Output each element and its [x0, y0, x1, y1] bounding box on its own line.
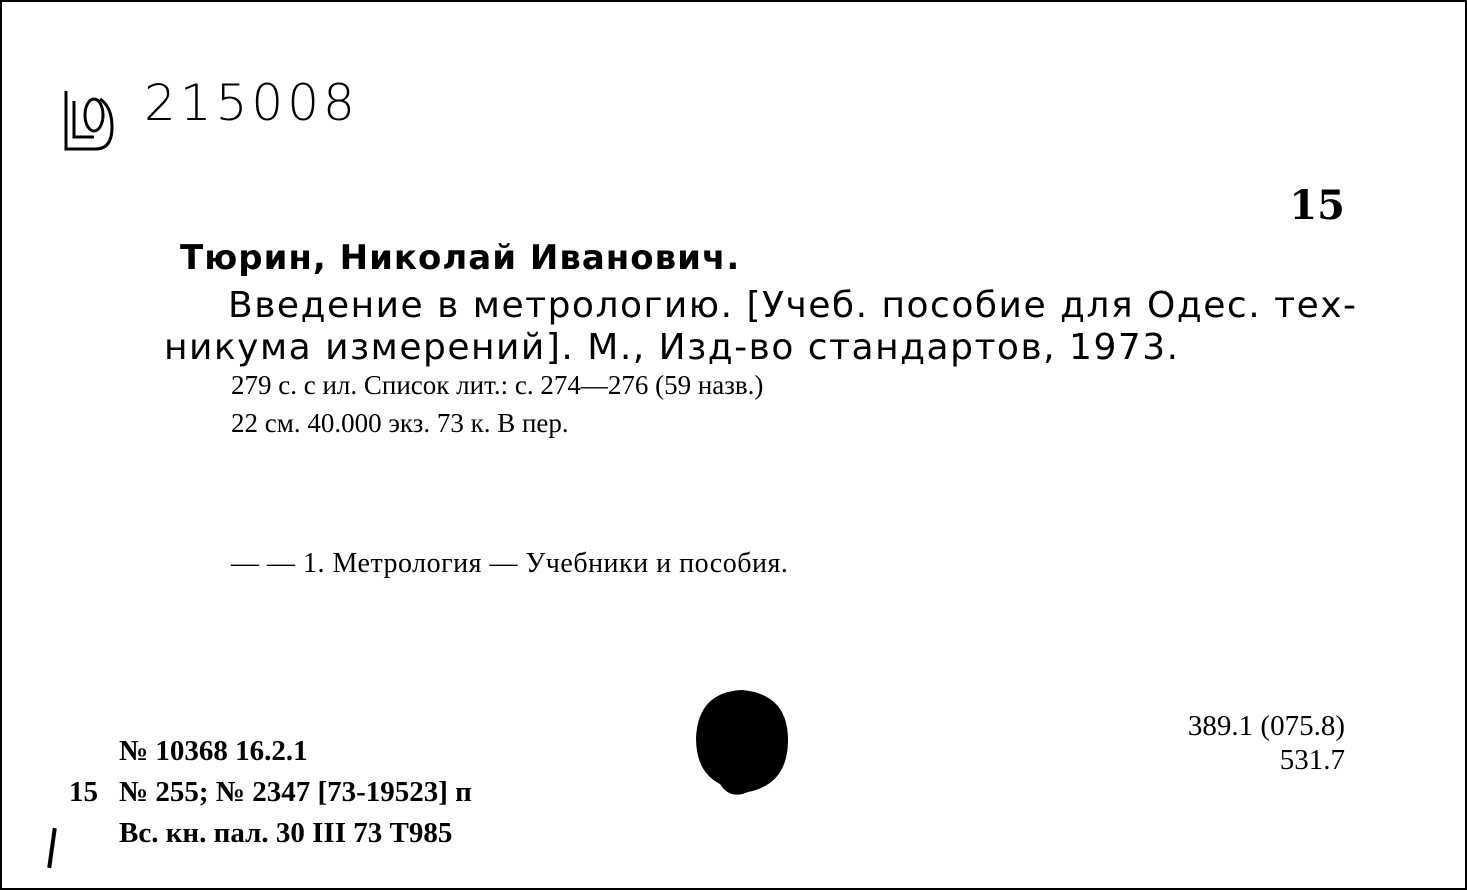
inventory-number: 215008	[144, 74, 359, 132]
title-line-1: Введение в метрологию. [Учеб. пособие для Одес. тех-	[228, 285, 1358, 326]
library-stamp-icon	[60, 87, 115, 153]
title-line-2: никума измерений]. М., Изд-во стандартов, 1973.	[164, 327, 1180, 368]
subject-heading: — — 1. Метрология — Учебники и пособия.	[231, 548, 789, 579]
punch-hole	[692, 688, 792, 800]
registry-line-1: № 10368 16.2.1	[119, 735, 308, 767]
shelf-mark: 15	[1289, 182, 1345, 229]
collation-line-2: 22 см. 40.000 экз. 73 к. В пер.	[231, 408, 569, 438]
registry-line-3: Вс. кн. пал. 30 III 73 Т985	[119, 817, 453, 849]
collation-line-1: 279 с. с ил. Список лит.: с. 274—276 (59 назв.)	[231, 370, 764, 400]
udc-code-1: 389.1 (075.8)	[1187, 710, 1345, 742]
registry-line-2-prefix: 15	[69, 776, 98, 808]
registry-line-2: № 255; № 2347 [73-19523] п	[119, 776, 472, 808]
udc-code-2: 531.7	[1279, 744, 1345, 776]
pen-mark	[47, 828, 57, 868]
author-heading: Тюрин, Николай Иванович.	[180, 238, 741, 278]
